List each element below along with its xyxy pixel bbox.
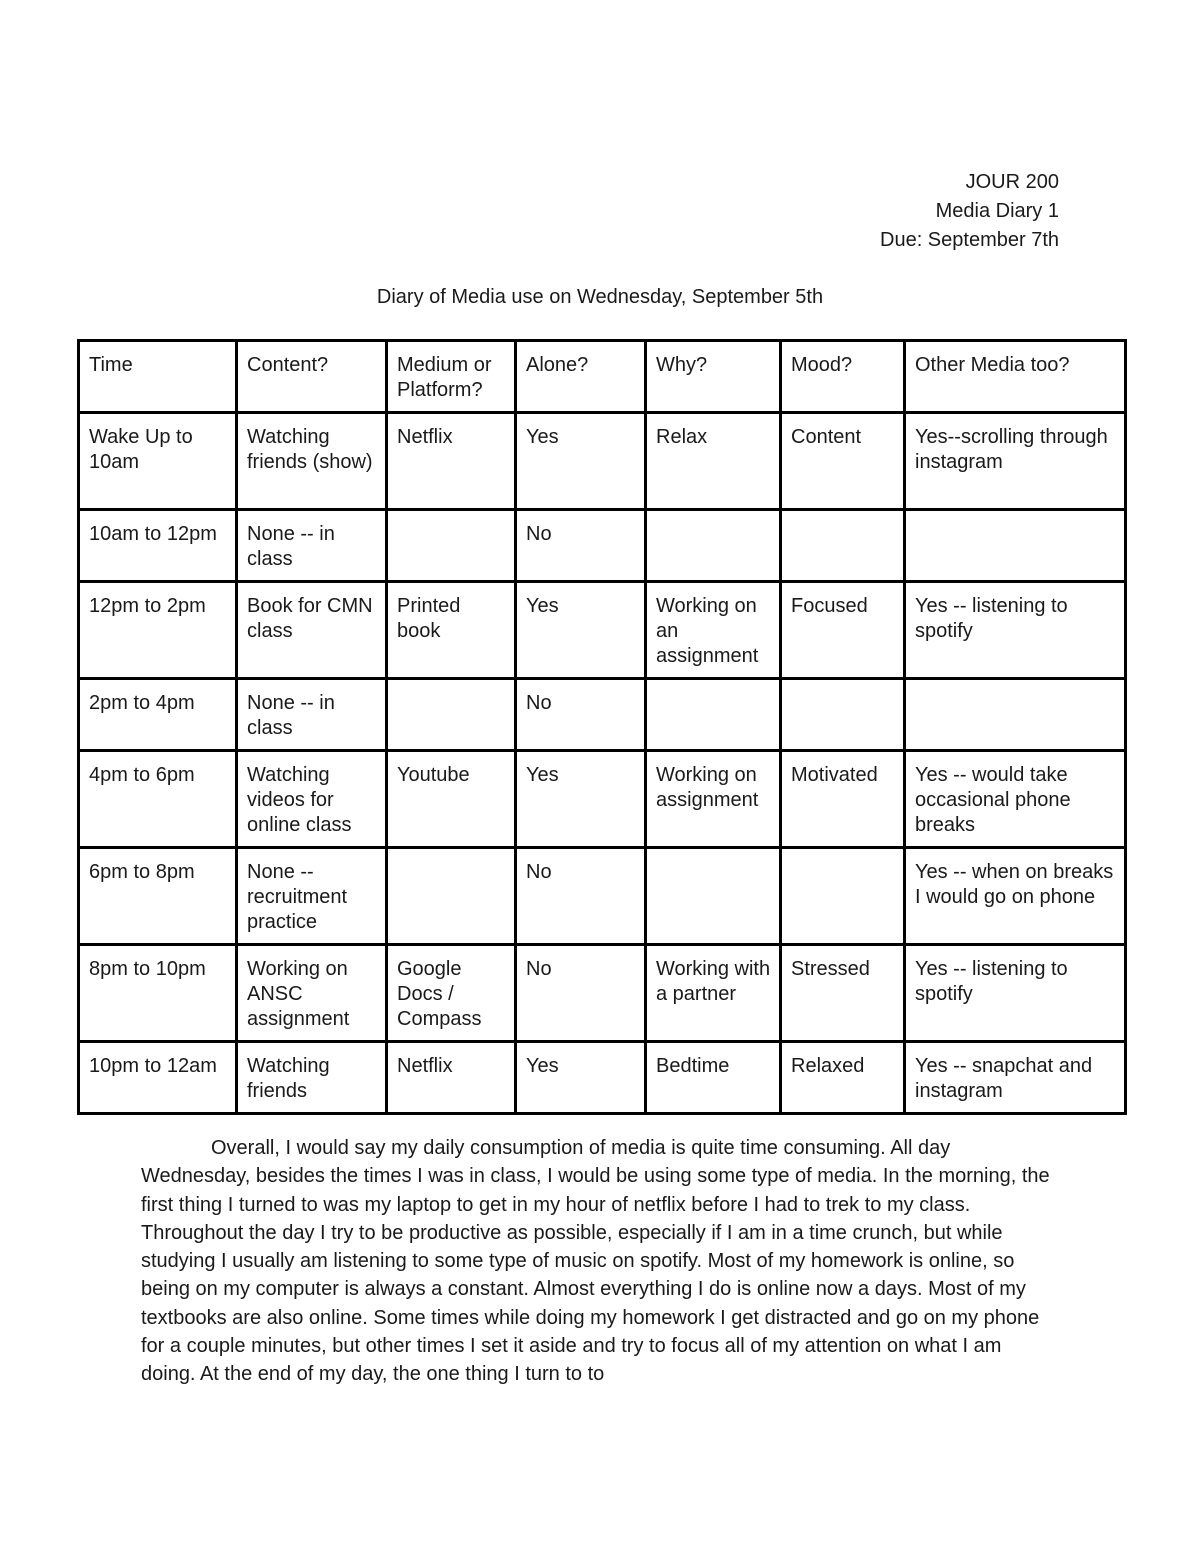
table-cell: Yes (516, 751, 646, 848)
table-cell: No (516, 679, 646, 751)
table-row (79, 1042, 1126, 1114)
table-cell (646, 679, 781, 751)
table-cell (905, 510, 1126, 582)
table-cell: Wake Up to 10am (79, 413, 237, 510)
table-cell: Stressed (781, 945, 905, 1042)
table-cell: 10am to 12pm (79, 510, 237, 582)
table-row (79, 413, 1126, 510)
table-cell: No (516, 510, 646, 582)
table-cell: 2pm to 4pm (79, 679, 237, 751)
table-cell: None -- in class (237, 679, 387, 751)
table-row (79, 582, 1126, 679)
table-cell: Focused (781, 582, 905, 679)
course-code: JOUR 200 (965, 171, 1059, 193)
table-cell: 8pm to 10pm (79, 945, 237, 1042)
table-cell: Yes (516, 1042, 646, 1114)
table-row (79, 679, 1126, 751)
table-cell: Yes -- listening to spotify (905, 945, 1126, 1042)
table-cell: Watching friends (show) (237, 413, 387, 510)
table-cell: Youtube (387, 751, 516, 848)
table-cell (781, 679, 905, 751)
table-row (79, 510, 1126, 582)
table-header-cell: Mood? (781, 341, 905, 413)
table-cell (387, 679, 516, 751)
table-cell: Book for CMN class (237, 582, 387, 679)
essay-paragraph: Overall, I would say my daily consumption of media is quite time consuming. All day Wednesday, besides the times I was in class, I would be using some type of media. In the morning, the first thing I turned to was my laptop to get in my hour of netflix before I had to trek to my class. Throughout the day I try to be productive as possible, especially if I am in a time crunch, but while studying I usually am listening to some type of music on spotify. Most of my homework is online, so being on my computer is always a constant. Almost everything I do is online now a days. Most of my textbooks are also online. Some times while doing my homework I get distracted and go on my phone for a couple minutes, but other times I set it aside and try to focus all of my attention on what I am doing. At the end of my day, the one thing I turn to to (141, 1137, 1050, 1386)
table-cell: Content (781, 413, 905, 510)
table-header-cell: Content? (237, 341, 387, 413)
table-row (79, 945, 1126, 1042)
table-cell: None -- recruitment practice (237, 848, 387, 945)
table-cell: Working on an assignment (646, 582, 781, 679)
table-cell: No (516, 945, 646, 1042)
table-cell: Bedtime (646, 1042, 781, 1114)
table-header-cell: Why? (646, 341, 781, 413)
table-cell (781, 510, 905, 582)
due-date: Due: September 7th (880, 229, 1059, 251)
document-header (880, 168, 1059, 255)
table-cell: None -- in class (237, 510, 387, 582)
media-diary-table (77, 339, 1127, 1115)
table-cell: Watching videos for online class (237, 751, 387, 848)
table-cell: Yes -- listening to spotify (905, 582, 1126, 679)
table-cell (646, 510, 781, 582)
table-cell: Yes -- when on breaks I would go on phone (905, 848, 1126, 945)
table-cell: Printed book (387, 582, 516, 679)
table-header-row (79, 341, 1126, 413)
table-cell (387, 848, 516, 945)
table-header-cell: Other Media too? (905, 341, 1126, 413)
document-title: Diary of Media use on Wednesday, September 5th (376, 286, 824, 308)
table-cell: No (516, 848, 646, 945)
table-cell (646, 848, 781, 945)
table-cell: 12pm to 2pm (79, 582, 237, 679)
table-cell: Yes -- snapchat and instagram (905, 1042, 1126, 1114)
table-cell: Working with a partner (646, 945, 781, 1042)
table-header-cell: Alone? (516, 341, 646, 413)
table-cell: Working on assignment (646, 751, 781, 848)
table-cell: Netflix (387, 413, 516, 510)
table-cell: Yes (516, 413, 646, 510)
table-cell (905, 679, 1126, 751)
table-cell: Netflix (387, 1042, 516, 1114)
table-cell: 4pm to 6pm (79, 751, 237, 848)
table-cell: Yes -- would take occasional phone breaks (905, 751, 1126, 848)
table-cell: Motivated (781, 751, 905, 848)
table-cell: Google Docs / Compass (387, 945, 516, 1042)
table-header-cell: Time (79, 341, 237, 413)
assignment-name: Media Diary 1 (935, 200, 1059, 222)
table-row (79, 751, 1126, 848)
table-cell (781, 848, 905, 945)
table-row (79, 848, 1126, 945)
table-cell: Working on ANSC assignment (237, 945, 387, 1042)
table-cell: 6pm to 8pm (79, 848, 237, 945)
table-cell: Relax (646, 413, 781, 510)
table-cell: Yes (516, 582, 646, 679)
table-header-cell: Medium or Platform? (387, 341, 516, 413)
table-cell: 10pm to 12am (79, 1042, 237, 1114)
table-cell: Watching friends (237, 1042, 387, 1114)
table-cell: Relaxed (781, 1042, 905, 1114)
table-cell (387, 510, 516, 582)
table-cell: Yes--scrolling through instagram (905, 413, 1126, 510)
